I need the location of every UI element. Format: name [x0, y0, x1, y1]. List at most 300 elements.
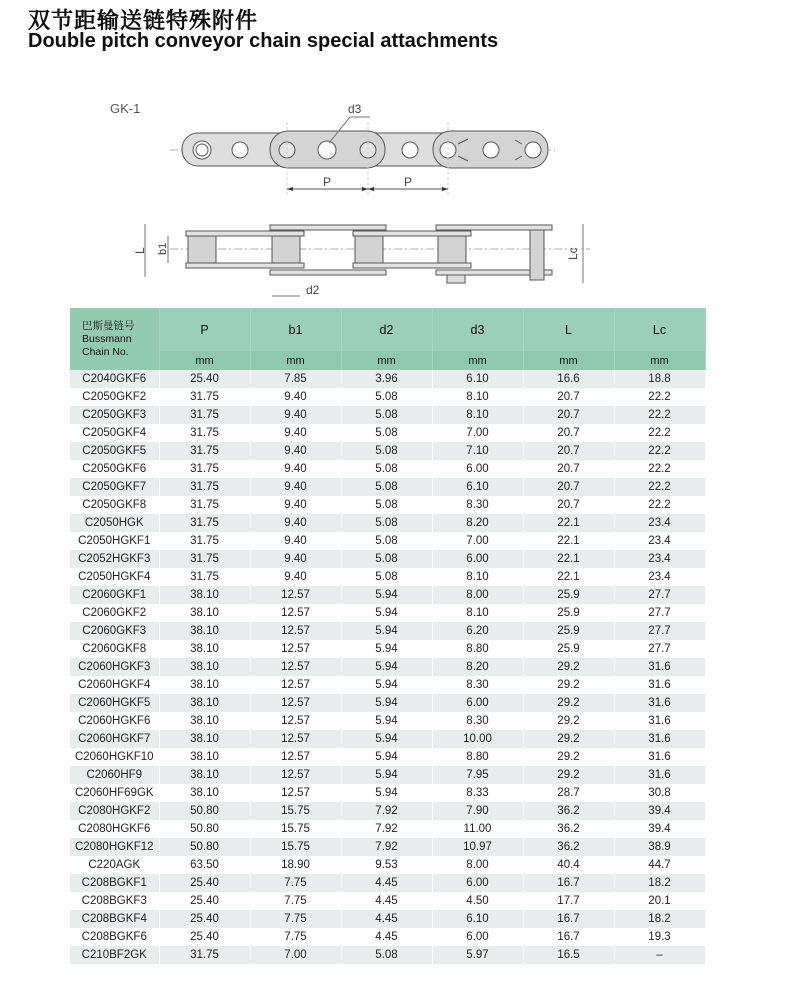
cell-b1: 15.75: [250, 802, 341, 820]
table-row: [70, 550, 705, 568]
cell-lc: 31.6: [614, 730, 705, 748]
cell-d2: 5.94: [341, 676, 432, 694]
side-view-chain: [145, 224, 590, 296]
table-row: [70, 532, 705, 550]
cell-model: C2060HF9: [70, 766, 159, 784]
table-row: [70, 478, 705, 496]
cell-model: C2080HGKF6: [70, 820, 159, 838]
cell-model: C208BGKF3: [70, 892, 159, 910]
cell-d2: 5.94: [341, 784, 432, 802]
cell-lc: –: [614, 946, 705, 964]
cell-d3: 10.00: [432, 730, 523, 748]
cell-b1: 12.57: [250, 676, 341, 694]
chain-header-cn: 巴斯曼链号: [82, 319, 135, 332]
cell-model: C2060HGKF6: [70, 712, 159, 730]
cell-model: C2052HGKF3: [70, 550, 159, 568]
cell-d3: 6.00: [432, 694, 523, 712]
cell-l: 17.7: [523, 892, 614, 910]
cell-model: C2080HGKF12: [70, 838, 159, 856]
cell-p: 25.40: [159, 910, 250, 928]
table-row: [70, 928, 705, 946]
cell-b1: 12.57: [250, 766, 341, 784]
cell-model: C2050GKF8: [70, 496, 159, 514]
cell-lc: 27.7: [614, 622, 705, 640]
table-row: [70, 658, 705, 676]
cell-b1: 9.40: [250, 424, 341, 442]
cell-p: 38.10: [159, 604, 250, 622]
dim-p-label-1: P: [323, 175, 332, 189]
table-row: [70, 946, 705, 964]
unit-b1: mm: [250, 351, 341, 370]
cell-d3: 11.00: [432, 820, 523, 838]
cell-b1: 9.40: [250, 550, 341, 568]
table-row: [70, 748, 705, 766]
table-row: [70, 712, 705, 730]
cell-b1: 9.40: [250, 406, 341, 424]
cell-d3: 8.20: [432, 514, 523, 532]
cell-d3: 7.90: [432, 802, 523, 820]
cell-d2: 5.94: [341, 712, 432, 730]
col-header-l: L: [523, 308, 614, 351]
cell-model: C2050GKF5: [70, 442, 159, 460]
cell-lc: 18.2: [614, 874, 705, 892]
cell-d3: 6.20: [432, 622, 523, 640]
cell-d2: 4.45: [341, 928, 432, 946]
cell-l: 29.2: [523, 676, 614, 694]
cell-l: 20.7: [523, 442, 614, 460]
cell-l: 22.1: [523, 532, 614, 550]
cell-l: 29.2: [523, 658, 614, 676]
cell-model: C2080HGKF2: [70, 802, 159, 820]
figure-label: GK-1: [110, 101, 141, 116]
cell-l: 22.1: [523, 550, 614, 568]
table-row: [70, 676, 705, 694]
unit-d3: mm: [432, 351, 523, 370]
cell-model: C2060GKF8: [70, 640, 159, 658]
roller: [272, 236, 300, 263]
cell-d3: 8.00: [432, 856, 523, 874]
cell-p: 25.40: [159, 874, 250, 892]
cell-p: 31.75: [159, 478, 250, 496]
cell-d3: 4.50: [432, 892, 523, 910]
cell-p: 38.10: [159, 586, 250, 604]
cell-d2: 5.08: [341, 406, 432, 424]
cell-model: C210BF2GK: [70, 946, 159, 964]
table-row: [70, 568, 705, 586]
cell-l: 16.7: [523, 910, 614, 928]
cell-p: 31.75: [159, 946, 250, 964]
table-row: [70, 910, 705, 928]
cell-d3: 7.95: [432, 766, 523, 784]
cell-lc: 22.2: [614, 388, 705, 406]
table-row: [70, 622, 705, 640]
cell-lc: 27.7: [614, 640, 705, 658]
cell-p: 31.75: [159, 460, 250, 478]
cell-p: 31.75: [159, 514, 250, 532]
cell-d3: 5.97: [432, 946, 523, 964]
cell-d3: 8.80: [432, 640, 523, 658]
cell-d3: 8.30: [432, 712, 523, 730]
cell-lc: 31.6: [614, 676, 705, 694]
cell-d2: 5.08: [341, 388, 432, 406]
cell-lc: 23.4: [614, 568, 705, 586]
cell-d2: 5.94: [341, 604, 432, 622]
cell-d2: 5.08: [341, 514, 432, 532]
cell-d3: 8.80: [432, 748, 523, 766]
cell-l: 29.2: [523, 766, 614, 784]
cell-d3: 6.00: [432, 550, 523, 568]
cell-p: 25.40: [159, 892, 250, 910]
cell-l: 22.1: [523, 514, 614, 532]
table-row: [70, 370, 705, 388]
cell-d2: 5.94: [341, 658, 432, 676]
roller: [188, 236, 216, 263]
cell-p: 38.10: [159, 784, 250, 802]
cell-l: 29.2: [523, 694, 614, 712]
cell-p: 38.10: [159, 676, 250, 694]
chain-header-en2: Chain No.: [82, 345, 129, 358]
table-row: [70, 766, 705, 784]
cell-d2: 5.08: [341, 442, 432, 460]
table-row: [70, 460, 705, 478]
cell-lc: 30.8: [614, 784, 705, 802]
cell-p: 38.10: [159, 640, 250, 658]
cell-b1: 7.75: [250, 874, 341, 892]
table-row: [70, 388, 705, 406]
cell-b1: 12.57: [250, 712, 341, 730]
cell-p: 31.75: [159, 388, 250, 406]
cell-d3: 8.10: [432, 388, 523, 406]
table-row: [70, 874, 705, 892]
cell-lc: 22.2: [614, 406, 705, 424]
table-row: [70, 442, 705, 460]
cell-model: C2060HGKF10: [70, 748, 159, 766]
col-header-d3: d3: [432, 308, 523, 351]
cell-p: 50.80: [159, 838, 250, 856]
col-header-b1: b1: [250, 308, 341, 351]
cell-p: 31.75: [159, 406, 250, 424]
cell-l: 20.7: [523, 424, 614, 442]
cell-l: 25.9: [523, 640, 614, 658]
cell-b1: 12.57: [250, 586, 341, 604]
chain-drawing: [0, 0, 800, 305]
cell-p: 38.10: [159, 658, 250, 676]
cell-lc: 31.6: [614, 658, 705, 676]
cell-lc: 44.7: [614, 856, 705, 874]
cell-model: C2060HGKF4: [70, 676, 159, 694]
cell-d2: 7.92: [341, 838, 432, 856]
cell-b1: 7.75: [250, 910, 341, 928]
cell-d3: 7.10: [432, 442, 523, 460]
roller: [438, 236, 466, 263]
cell-d2: 7.92: [341, 820, 432, 838]
cell-b1: 9.40: [250, 478, 341, 496]
cell-lc: 19.3: [614, 928, 705, 946]
page-title-english: Double pitch conveyor chain special attachments: [28, 30, 499, 52]
cell-lc: 31.6: [614, 712, 705, 730]
attachment-pin: [530, 230, 544, 280]
cell-l: 20.7: [523, 388, 614, 406]
cell-d3: 7.00: [432, 532, 523, 550]
cell-lc: 22.2: [614, 460, 705, 478]
cell-lc: 27.7: [614, 604, 705, 622]
cell-lc: 23.4: [614, 550, 705, 568]
table-row: [70, 640, 705, 658]
cell-l: 16.7: [523, 928, 614, 946]
cell-b1: 15.75: [250, 820, 341, 838]
cell-b1: 12.57: [250, 784, 341, 802]
cell-b1: 7.85: [250, 370, 341, 388]
cell-l: 36.2: [523, 838, 614, 856]
cell-d2: 7.92: [341, 802, 432, 820]
cell-p: 31.75: [159, 550, 250, 568]
cell-lc: 22.2: [614, 424, 705, 442]
cell-lc: 27.7: [614, 586, 705, 604]
cell-b1: 12.57: [250, 622, 341, 640]
cell-p: 38.10: [159, 712, 250, 730]
cell-b1: 12.57: [250, 694, 341, 712]
cell-model: C2060GKF3: [70, 622, 159, 640]
cell-d3: 6.10: [432, 370, 523, 388]
cell-p: 31.75: [159, 532, 250, 550]
cell-d2: 5.94: [341, 694, 432, 712]
cell-model: C2060GKF1: [70, 586, 159, 604]
table-row: [70, 730, 705, 748]
dim-p-label-2: P: [404, 175, 413, 189]
cell-model: C2060HGKF5: [70, 694, 159, 712]
cell-model: C2050HGK: [70, 514, 159, 532]
cell-b1: 12.57: [250, 604, 341, 622]
cell-l: 25.9: [523, 622, 614, 640]
dim-d3-label: d3: [348, 102, 362, 116]
cell-d3: 6.10: [432, 478, 523, 496]
cell-lc: 31.6: [614, 766, 705, 784]
cell-b1: 12.57: [250, 640, 341, 658]
cell-model: C2050GKF6: [70, 460, 159, 478]
cell-d2: 5.94: [341, 622, 432, 640]
table-row: [70, 856, 705, 874]
cell-l: 16.7: [523, 874, 614, 892]
page-title-chinese: 双节距输送链特殊附件: [28, 9, 259, 34]
unit-d2: mm: [341, 351, 432, 370]
hole: [232, 142, 248, 158]
cell-lc: 22.2: [614, 496, 705, 514]
cell-lc: 23.4: [614, 532, 705, 550]
chain-no-header: [70, 308, 159, 370]
cell-d2: 5.94: [341, 586, 432, 604]
cell-lc: 20.1: [614, 892, 705, 910]
cell-p: 38.10: [159, 766, 250, 784]
cell-d3: 8.33: [432, 784, 523, 802]
cell-lc: 23.4: [614, 514, 705, 532]
cell-l: 16.5: [523, 946, 614, 964]
cell-p: 38.10: [159, 694, 250, 712]
cell-lc: 31.6: [614, 694, 705, 712]
table-row: [70, 586, 705, 604]
cell-b1: 7.75: [250, 928, 341, 946]
cell-d3: 8.30: [432, 496, 523, 514]
table-row: [70, 694, 705, 712]
cell-d2: 5.94: [341, 730, 432, 748]
unit-l: mm: [523, 351, 614, 370]
roller: [355, 236, 383, 263]
table-row: [70, 838, 705, 856]
cell-p: 31.75: [159, 442, 250, 460]
cell-p: 25.40: [159, 928, 250, 946]
cell-b1: 9.40: [250, 442, 341, 460]
cell-lc: 39.4: [614, 820, 705, 838]
cell-d3: 8.20: [432, 658, 523, 676]
cell-model: C2050GKF2: [70, 388, 159, 406]
cell-model: C2060HF69GK: [70, 784, 159, 802]
cell-d2: 5.08: [341, 496, 432, 514]
unit-lc: mm: [614, 351, 705, 370]
cell-l: 36.2: [523, 802, 614, 820]
cell-d2: 9.53: [341, 856, 432, 874]
cell-model: C2060HGKF7: [70, 730, 159, 748]
cell-b1: 9.40: [250, 568, 341, 586]
cell-b1: 15.75: [250, 838, 341, 856]
hole: [402, 142, 418, 158]
cell-d2: 5.08: [341, 532, 432, 550]
cell-lc: 39.4: [614, 802, 705, 820]
cell-l: 28.7: [523, 784, 614, 802]
table-row: [70, 514, 705, 532]
dim-l-label: L: [133, 247, 147, 254]
cell-p: 25.40: [159, 370, 250, 388]
cell-l: 20.7: [523, 406, 614, 424]
cell-l: 29.2: [523, 748, 614, 766]
cell-d2: 3.96: [341, 370, 432, 388]
cell-d3: 7.00: [432, 424, 523, 442]
cell-b1: 9.40: [250, 460, 341, 478]
cell-model: C2050GKF7: [70, 478, 159, 496]
table-body: [70, 370, 705, 964]
cell-l: 22.1: [523, 568, 614, 586]
table-row: [70, 820, 705, 838]
cell-model: C208BGKF4: [70, 910, 159, 928]
table-row: [70, 424, 705, 442]
cell-model: C2060HGKF3: [70, 658, 159, 676]
cell-d2: 5.08: [341, 460, 432, 478]
cell-b1: 7.75: [250, 892, 341, 910]
cell-p: 38.10: [159, 748, 250, 766]
cell-l: 20.7: [523, 478, 614, 496]
cell-lc: 31.6: [614, 748, 705, 766]
cell-lc: 22.2: [614, 442, 705, 460]
cell-d2: 4.45: [341, 874, 432, 892]
cell-b1: 12.57: [250, 730, 341, 748]
unit-p: mm: [159, 351, 250, 370]
table-row: [70, 784, 705, 802]
cell-d3: 6.00: [432, 460, 523, 478]
table-row: [70, 892, 705, 910]
cell-l: 25.9: [523, 604, 614, 622]
cell-d3: 8.10: [432, 604, 523, 622]
cell-lc: 18.8: [614, 370, 705, 388]
cell-l: 25.9: [523, 586, 614, 604]
cell-d3: 8.10: [432, 406, 523, 424]
cell-d3: 8.10: [432, 568, 523, 586]
table-row: [70, 496, 705, 514]
cell-b1: 18.90: [250, 856, 341, 874]
cell-b1: 9.40: [250, 514, 341, 532]
table-row: [70, 604, 705, 622]
attachment-hole-d3: [318, 141, 336, 159]
cell-model: C2050GKF3: [70, 406, 159, 424]
cell-l: 20.7: [523, 460, 614, 478]
cell-d2: 5.08: [341, 424, 432, 442]
cell-d3: 8.30: [432, 676, 523, 694]
top-view-chain: [170, 117, 555, 195]
hole: [525, 142, 541, 158]
dim-lc-label: Lc: [566, 247, 580, 260]
cell-b1: 9.40: [250, 496, 341, 514]
cell-lc: 38.9: [614, 838, 705, 856]
col-header-p: P: [159, 308, 250, 351]
hole: [483, 142, 499, 158]
cell-model: C2050HGKF1: [70, 532, 159, 550]
cell-p: 31.75: [159, 568, 250, 586]
cell-model: C2040GKF6: [70, 370, 159, 388]
cell-d2: 5.94: [341, 640, 432, 658]
chain-header-en1: Bussmann: [82, 332, 132, 345]
cell-model: C2060GKF2: [70, 604, 159, 622]
spec-table: [70, 308, 706, 964]
cell-p: 50.80: [159, 820, 250, 838]
cell-b1: 9.40: [250, 532, 341, 550]
cell-model: C208BGKF1: [70, 874, 159, 892]
cell-p: 50.80: [159, 802, 250, 820]
cell-d2: 4.45: [341, 892, 432, 910]
cell-l: 36.2: [523, 820, 614, 838]
cell-b1: 9.40: [250, 388, 341, 406]
cell-l: 20.7: [523, 496, 614, 514]
cell-l: 40.4: [523, 856, 614, 874]
cell-b1: 12.57: [250, 658, 341, 676]
table-row: [70, 802, 705, 820]
cell-p: 38.10: [159, 730, 250, 748]
cell-d3: 10.97: [432, 838, 523, 856]
dim-b1-label: b1: [157, 242, 169, 255]
cell-d3: 8.00: [432, 586, 523, 604]
cell-model: C2050HGKF4: [70, 568, 159, 586]
col-header-lc: Lc: [614, 308, 705, 351]
cell-d2: 5.94: [341, 766, 432, 784]
cell-p: 63.50: [159, 856, 250, 874]
cell-l: 29.2: [523, 730, 614, 748]
cell-b1: 12.57: [250, 748, 341, 766]
cell-p: 38.10: [159, 622, 250, 640]
cell-d2: 4.45: [341, 910, 432, 928]
cell-d2: 5.08: [341, 946, 432, 964]
dim-d2-label: d2: [306, 283, 320, 297]
cell-d2: 5.08: [341, 550, 432, 568]
cell-model: C208BGKF6: [70, 928, 159, 946]
cell-l: 29.2: [523, 712, 614, 730]
cell-d2: 5.08: [341, 478, 432, 496]
table-row: [70, 406, 705, 424]
cell-l: 16.6: [523, 370, 614, 388]
cell-p: 31.75: [159, 496, 250, 514]
cell-lc: 22.2: [614, 478, 705, 496]
cell-d2: 5.94: [341, 748, 432, 766]
cell-b1: 7.00: [250, 946, 341, 964]
cell-d3: 6.00: [432, 874, 523, 892]
col-header-d2: d2: [341, 308, 432, 351]
cell-model: C220AGK: [70, 856, 159, 874]
cell-d2: 5.08: [341, 568, 432, 586]
